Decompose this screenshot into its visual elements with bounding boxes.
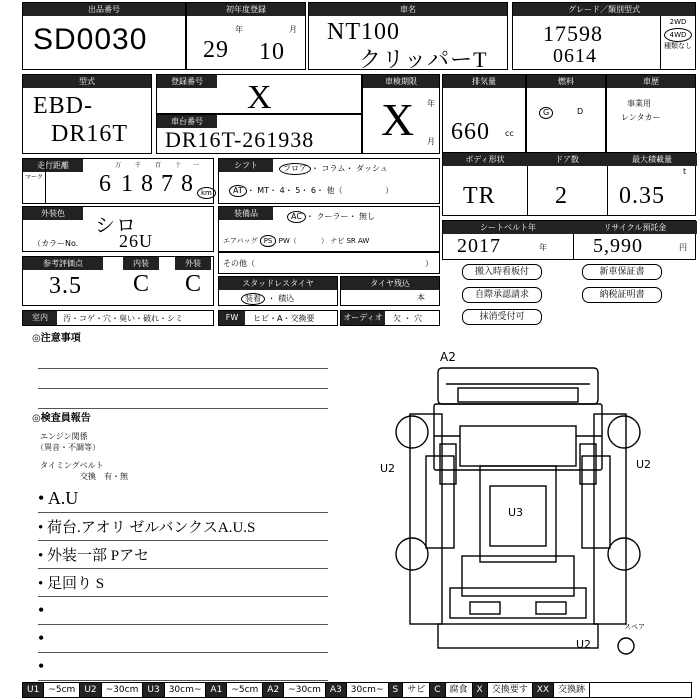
first-registration-header: 初年度登録	[187, 3, 305, 16]
car-name-box	[308, 2, 508, 70]
audio-row	[340, 310, 440, 326]
interior-row-label: 室内	[23, 311, 57, 325]
body-divider-2	[607, 166, 608, 215]
mark-u2-right: U2	[636, 458, 652, 471]
recycle-header: リサイクル預託金	[573, 221, 697, 234]
audio-row-label: オーディオ	[341, 311, 385, 325]
mark-u2-bottom: U2	[576, 638, 592, 651]
equip-cooler: クーラー	[316, 212, 349, 221]
registration-number-value: X	[247, 79, 273, 116]
body-shape-box	[442, 152, 696, 216]
legend-val-u2: ~30cm	[102, 683, 144, 697]
score-interior: C	[133, 271, 151, 297]
equipment-other-label: その他（	[223, 259, 255, 268]
drive-2wd: 2WD	[669, 18, 687, 26]
registration-number-header: 登録番号	[157, 75, 217, 88]
car-name-line2: クリッパーT	[359, 47, 488, 72]
mileage-digit-3: 8	[141, 171, 154, 197]
mileage-digit-2: 1	[121, 171, 134, 197]
shift-column: コラム	[321, 164, 346, 173]
equip-none: 無し	[359, 212, 376, 221]
shift-header: シフト	[219, 159, 273, 172]
doc-approval: 自際承認請求	[462, 287, 542, 303]
car-name-header: 車名	[309, 3, 507, 16]
inspection-header: 車検期限	[363, 75, 439, 88]
side-panels	[410, 414, 626, 624]
report-rule-7	[38, 680, 328, 681]
mileage-digit-4: 7	[161, 171, 174, 197]
notes-line-1	[38, 368, 328, 369]
report-line-5: •	[38, 600, 45, 620]
model-line2: DR16T	[51, 121, 128, 147]
notes-line-2	[38, 388, 328, 389]
legend-key-s: S	[389, 683, 404, 697]
drive-4wd: 4WD	[664, 28, 692, 42]
wheels	[396, 416, 640, 570]
first-registration-box	[186, 2, 306, 70]
usage-rental: レンタカー	[621, 113, 661, 122]
unit-hyaku: 百	[155, 162, 162, 169]
equip-pw-close: ）	[320, 237, 328, 245]
studless-mounted: 装着	[241, 293, 265, 305]
displacement-value: 660	[451, 119, 490, 145]
lot-number-value: SD0030	[33, 23, 148, 56]
drive-none: 種類なし	[664, 42, 692, 50]
report-line-3: • 外装一部 Pアセ	[38, 548, 149, 564]
month-unit: 月	[289, 25, 297, 34]
grade-line1: 17598	[543, 21, 603, 46]
interior-row	[22, 310, 214, 326]
spare-label: スペア	[624, 623, 645, 631]
grade-box	[512, 2, 696, 70]
lot-number-box	[22, 2, 186, 70]
cargo-bed	[434, 404, 602, 484]
doc-signboard: 搬入時看板付	[462, 264, 542, 280]
chassis-box	[156, 114, 362, 154]
load-unit: t	[683, 167, 687, 176]
registration-number-box	[156, 74, 362, 114]
shift-box	[218, 158, 440, 204]
recycle-value: 5,990	[593, 235, 643, 257]
legend-key-u1: U1	[23, 683, 44, 697]
inspection-box	[362, 74, 440, 154]
usage-business: 事業用	[627, 99, 651, 108]
fw-row	[218, 310, 338, 326]
legend-key-u3: U3	[143, 683, 164, 697]
equip-ac: AC	[287, 211, 306, 223]
equip-aw: AW	[358, 237, 370, 245]
color-header: 外装色	[23, 207, 83, 220]
chassis-value: DR16T-261938	[165, 127, 315, 152]
displacement-unit: cc	[505, 129, 514, 138]
timing-label: タイミングベルト	[40, 461, 104, 470]
car-name-line1: NT100	[327, 19, 400, 45]
shift-other: 他（	[326, 186, 343, 195]
fw-row-text: ヒビ・A・交換要	[253, 314, 315, 323]
shift-other-close: ）	[385, 186, 394, 195]
cab-top	[438, 368, 598, 404]
score-total-header: 参考評価点	[23, 257, 103, 270]
equipment-row2	[223, 235, 369, 247]
body-shape-header: ボディ形状	[443, 153, 527, 166]
studless-box	[218, 276, 338, 306]
studless-loaded: 積込	[278, 294, 295, 303]
tire-box	[340, 276, 440, 306]
fuel-gas: G	[539, 107, 553, 119]
mark-u2-left: U2	[380, 462, 396, 475]
interior-row-text: 汚・コゲ・穴・臭い・破れ・シミ	[63, 314, 183, 323]
mileage-digit-1: 6	[99, 171, 112, 197]
model-line1: EBD-	[33, 93, 93, 119]
fuel-diesel: D	[577, 107, 584, 116]
fuel-header: 燃料	[527, 75, 605, 88]
mark-u3: U3	[508, 506, 524, 519]
legend-key-c: C	[430, 683, 445, 697]
mileage-divider	[45, 159, 46, 203]
report-rule-3	[38, 568, 328, 569]
first-reg-month: 10	[259, 39, 285, 65]
report-rule-1	[38, 512, 328, 513]
legend-val-xx: 交換跡	[554, 683, 590, 697]
shift-6: 6	[310, 186, 317, 195]
equipment-header: 装備品	[219, 207, 273, 220]
seatbelt-header: シートベルト年	[443, 221, 573, 234]
equipment-other-box	[218, 252, 440, 274]
legend-bar	[22, 682, 692, 698]
studless-options: 装着 ・ 積込	[241, 293, 294, 305]
tire-header: タイヤ残込	[341, 277, 439, 290]
load-header: 最大積載量	[607, 153, 697, 166]
displacement-header: 排気量	[443, 75, 525, 88]
history-header: 車歴	[607, 75, 695, 88]
shift-4: 4	[279, 186, 285, 195]
engine-sub: （異音・不調等）	[36, 443, 100, 452]
seatbelt-value: 2017	[457, 235, 501, 257]
score-exterior: C	[185, 271, 203, 297]
displacement-box	[442, 74, 526, 154]
front-view	[438, 602, 598, 651]
legend-key-xx: XX	[533, 683, 554, 697]
shift-mt: MT	[257, 186, 270, 195]
report-rule-6	[38, 652, 328, 653]
report-line-2: • 荷台.アオリ ゼルバンクスA.U.S	[38, 520, 256, 536]
report-rule-2	[38, 540, 328, 541]
fuel-box	[526, 74, 606, 154]
unit-man: 万	[115, 162, 122, 169]
model-header: 型式	[23, 75, 151, 88]
mileage-header: 走行距離	[23, 159, 83, 172]
year-unit: 年	[235, 25, 243, 34]
legend-val-u1: ~5cm	[44, 683, 80, 697]
shift-at: AT	[229, 185, 247, 197]
report-label: ◎検査員報告	[32, 413, 91, 424]
mileage-digit-5: 8	[181, 171, 194, 197]
legend-val-s: サビ	[403, 683, 430, 697]
mileage-mark-label: マーク	[25, 174, 44, 181]
audio-row-text: 欠 ・ 穴	[393, 314, 423, 323]
fw-row-label: FW	[219, 311, 245, 325]
report-line-1: • A.U	[38, 488, 79, 508]
legend-key-a3: A3	[326, 683, 347, 697]
unit-sen: 千	[135, 162, 142, 169]
legend-val-x: 交換要す	[488, 683, 533, 697]
score-exterior-header: 外装	[175, 257, 211, 270]
body-divider-1	[527, 166, 528, 215]
shift-row2: AT ・ MT・ 4・ 5・ 6・ 他（ ）	[229, 185, 393, 197]
shift-dash: ダッシュ	[356, 164, 388, 173]
spare-tire	[618, 638, 634, 654]
equip-ps: PS	[260, 235, 277, 247]
center-cab	[450, 466, 586, 618]
inspection-value: X	[381, 94, 416, 145]
report-line-4: • 足回り S	[38, 576, 105, 592]
mileage-unit: km	[197, 187, 216, 199]
lot-number-header: 出品番号	[23, 3, 185, 16]
legend-val-u3: 30cm~	[165, 683, 207, 697]
score-total: 3.5	[49, 273, 82, 299]
report-line-6: •	[38, 628, 45, 648]
equip-pw: PW（	[278, 237, 297, 245]
grade-header: グレード／類別型式	[513, 3, 695, 16]
color-box	[22, 206, 214, 252]
mileage-box	[22, 158, 214, 204]
shift-5: 5	[295, 186, 301, 195]
recycle-unit: 円	[679, 243, 687, 252]
inspection-month-unit: 月	[427, 137, 435, 146]
engine-label: エンジン関係	[40, 432, 88, 441]
studless-header: スタッドレスタイヤ	[219, 277, 337, 290]
report-line-7: •	[38, 656, 45, 676]
legend-key-a2: A2	[263, 683, 284, 697]
equipment-box	[218, 206, 440, 252]
timing-sub: 交換 有・無	[80, 472, 128, 481]
unit-ichi: 一	[193, 162, 200, 169]
doors-value: 2	[555, 183, 568, 209]
legend-val-c: 腐食	[446, 683, 473, 697]
legend-val-a1: ~5cm	[227, 683, 263, 697]
doc-cancel: 抹消受付可	[462, 309, 542, 325]
chassis-header: 車台番号	[157, 115, 217, 128]
shift-floor: フロア	[279, 163, 311, 175]
color-value: シロ	[95, 215, 137, 237]
equip-sr: SR	[346, 237, 356, 245]
first-reg-year: 29	[203, 37, 229, 63]
doc-warranty: 新車保証書	[582, 264, 662, 280]
tire-unit: 本	[417, 293, 425, 302]
equip-navi: ナビ	[330, 237, 345, 245]
report-rule-5	[38, 624, 328, 625]
unit-juu: 十	[175, 162, 182, 169]
seatbelt-box	[442, 220, 696, 260]
equipment-row1: AC ・ クーラー・ 無し	[287, 211, 375, 223]
body-shape-value: TR	[463, 183, 496, 209]
drive-column	[660, 16, 695, 70]
doors-header: ドア数	[527, 153, 607, 166]
legend-key-a1: A1	[206, 683, 227, 697]
equip-airbag: エアバッグ	[223, 237, 258, 245]
doc-tax: 納税証明書	[582, 287, 662, 303]
scores-box	[22, 256, 214, 306]
notes-label: ◎注意事項	[32, 333, 81, 344]
history-box	[606, 74, 696, 154]
legend-key-x: X	[473, 683, 488, 697]
shift-row1: フロア ・ コラム・ ダッシュ	[279, 163, 388, 175]
seatbelt-divider	[573, 234, 574, 259]
notes-line-3	[38, 408, 328, 409]
legend-val-a2: ~30cm	[284, 683, 326, 697]
grade-line2: 0614	[553, 45, 597, 67]
legend-val-a3: 30cm~	[347, 683, 389, 697]
equipment-other-close: ）	[425, 259, 433, 268]
score-interior-header: 内装	[123, 257, 159, 270]
color-code-value: 26U	[119, 231, 153, 251]
legend-key-u2: U2	[80, 683, 101, 697]
report-rule-4	[38, 596, 328, 597]
seatbelt-unit: 年	[539, 243, 547, 252]
mark-a2: A2	[440, 350, 456, 364]
load-value: 0.35	[619, 183, 665, 209]
color-code-label: （カラーNo.	[33, 239, 79, 248]
model-box	[22, 74, 152, 154]
inspection-year-unit: 年	[427, 99, 435, 108]
